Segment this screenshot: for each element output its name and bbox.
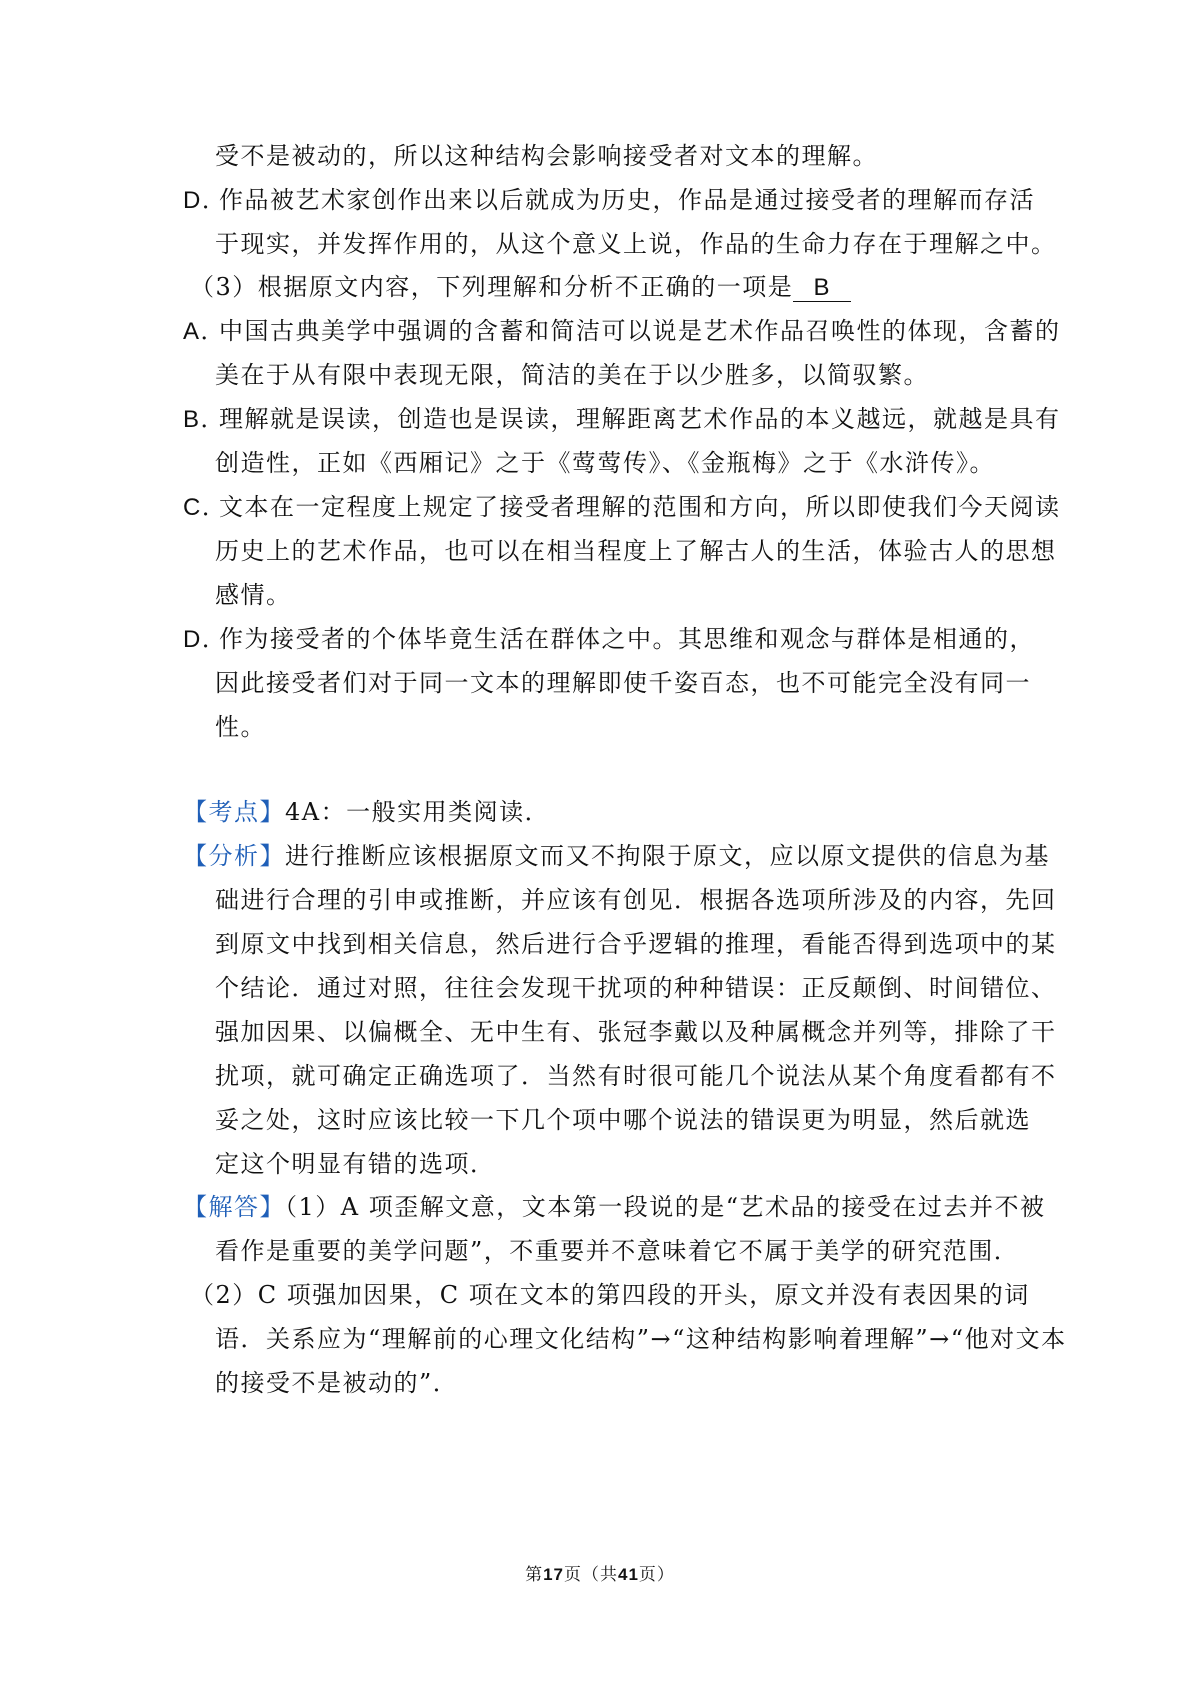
total-page-count: 41 — [618, 1565, 639, 1584]
option-label: A． — [183, 318, 227, 345]
q3-option-d-line2: 因此接受者们对于同一文本的理解即使千姿百态，也不可能完全没有同一 — [215, 669, 1031, 697]
fenxi-line-8: 定这个明显有错的选项． — [215, 1150, 496, 1178]
q2-option-d — [183, 184, 1035, 217]
q3-option-b-line2: 创造性，正如《西厢记》之于《莺莺传》、《金瓶梅》之于《水浒传》。 — [215, 449, 995, 477]
fenxi-text: 进行推断应该根据原文而又不拘限于原文，应以原文提供的信息为基 — [285, 842, 1050, 870]
kaodian-text: 4A：一般实用类阅读． — [285, 798, 551, 826]
jieda-line-1 — [183, 1191, 1046, 1223]
q3-option-a — [183, 315, 1061, 348]
option-text: 理解就是误读，创造也是误读，理解距离艺术作品的本义越远，就越是具有 — [219, 405, 1061, 433]
page-footer — [0, 1560, 1200, 1585]
footer-prefix: 第 — [525, 1565, 544, 1585]
option-text: 中国古典美学中强调的含蓄和简洁可以说是艺术作品召唤性的体现，含蓄的 — [219, 317, 1061, 345]
fenxi-line-2: 础进行合理的引申或推断，并应该有创见．根据各选项所涉及的内容，先回 — [215, 886, 1057, 914]
jieda-line-2: 看作是重要的美学问题”，不重要并不意味着它不属于美学的研究范围． — [215, 1237, 1020, 1265]
fenxi-line-4: 个结论．通过对照，往往会发现干扰项的种种错误：正反颠倒、时间错位、 — [215, 974, 1057, 1002]
jieda-part2-line-3: 的接受不是被动的”． — [215, 1369, 459, 1397]
current-page-number: 17 — [543, 1565, 564, 1584]
q3-option-c-line2: 历史上的艺术作品，也可以在相当程度上了解古人的生活，体验古人的思想 — [215, 537, 1057, 565]
kaodian-tag: 【考点】 — [183, 798, 285, 826]
q2-option-d-line2: 于现实，并发挥作用的，从这个意义上说，作品的生命力存在于理解之中。 — [215, 230, 1057, 258]
jieda-tag: 【解答】 — [183, 1193, 285, 1221]
option-text: 作为接受者的个体毕竟生活在群体之中。其思维和观念与群体是相通的， — [219, 625, 1035, 653]
footer-middle: 页（共 — [564, 1565, 618, 1585]
q3-option-a-line2: 美在于从有限中表现无限，简洁的美在于以少胜多，以简驭繁。 — [215, 361, 929, 389]
jieda-part2-line-2: 语．关系应为“理解前的心理文化结构”→“这种结构影响着理解”→“他对文本 — [215, 1325, 1067, 1353]
q3-option-d-line3: 性。 — [215, 713, 266, 741]
q3-option-c-line3: 感情。 — [215, 581, 292, 609]
q3-option-b — [183, 403, 1061, 436]
fenxi-tag: 【分析】 — [183, 842, 285, 870]
option-text: 文本在一定程度上规定了接受者理解的范围和方向，所以即使我们今天阅读 — [219, 493, 1061, 521]
fenxi-line-5: 强加因果、以偏概全、无中生有、张冠李戴以及种属概念并列等，排除了干 — [215, 1018, 1057, 1046]
footer-suffix: 页） — [638, 1565, 675, 1585]
kaodian-line — [183, 796, 550, 828]
fenxi-line-6: 扰项，就可确定正确选项了．当然有时很可能几个说法从某个角度看都有不 — [215, 1062, 1057, 1090]
q3-answer-blank: B — [793, 275, 851, 302]
q2-continuation-line: 受不是被动的，所以这种结构会影响接受者对文本的理解。 — [215, 142, 878, 170]
option-label: C． — [183, 494, 228, 521]
q3-stem-text: （3）根据原文内容，下列理解和分析不正确的一项是 — [190, 273, 794, 301]
jieda-text: （1）A 项歪解文意，文本第一段说的是“艺术品的接受在过去并不被 — [285, 1193, 1046, 1221]
fenxi-line-3: 到原文中找到相关信息，然后进行合乎逻辑的推理，看能否得到选项中的某 — [215, 930, 1057, 958]
option-label: D． — [183, 626, 228, 653]
fenxi-line-1 — [183, 840, 1050, 872]
q3-stem — [190, 271, 851, 303]
fenxi-line-7: 妥之处，这时应该比较一下几个项中哪个说法的错误更为明显，然后就选 — [215, 1106, 1031, 1134]
option-label: D． — [183, 187, 228, 214]
option-label: B． — [183, 406, 227, 433]
q3-option-d — [183, 623, 1035, 656]
jieda-part2-line-1: （2）C 项强加因果，C 项在文本的第四段的开头，原文并没有表因果的词 — [190, 1281, 1030, 1309]
q3-option-c — [183, 491, 1061, 524]
option-text: 作品被艺术家创作出来以后就成为历史，作品是通过接受者的理解而存活 — [219, 186, 1035, 214]
